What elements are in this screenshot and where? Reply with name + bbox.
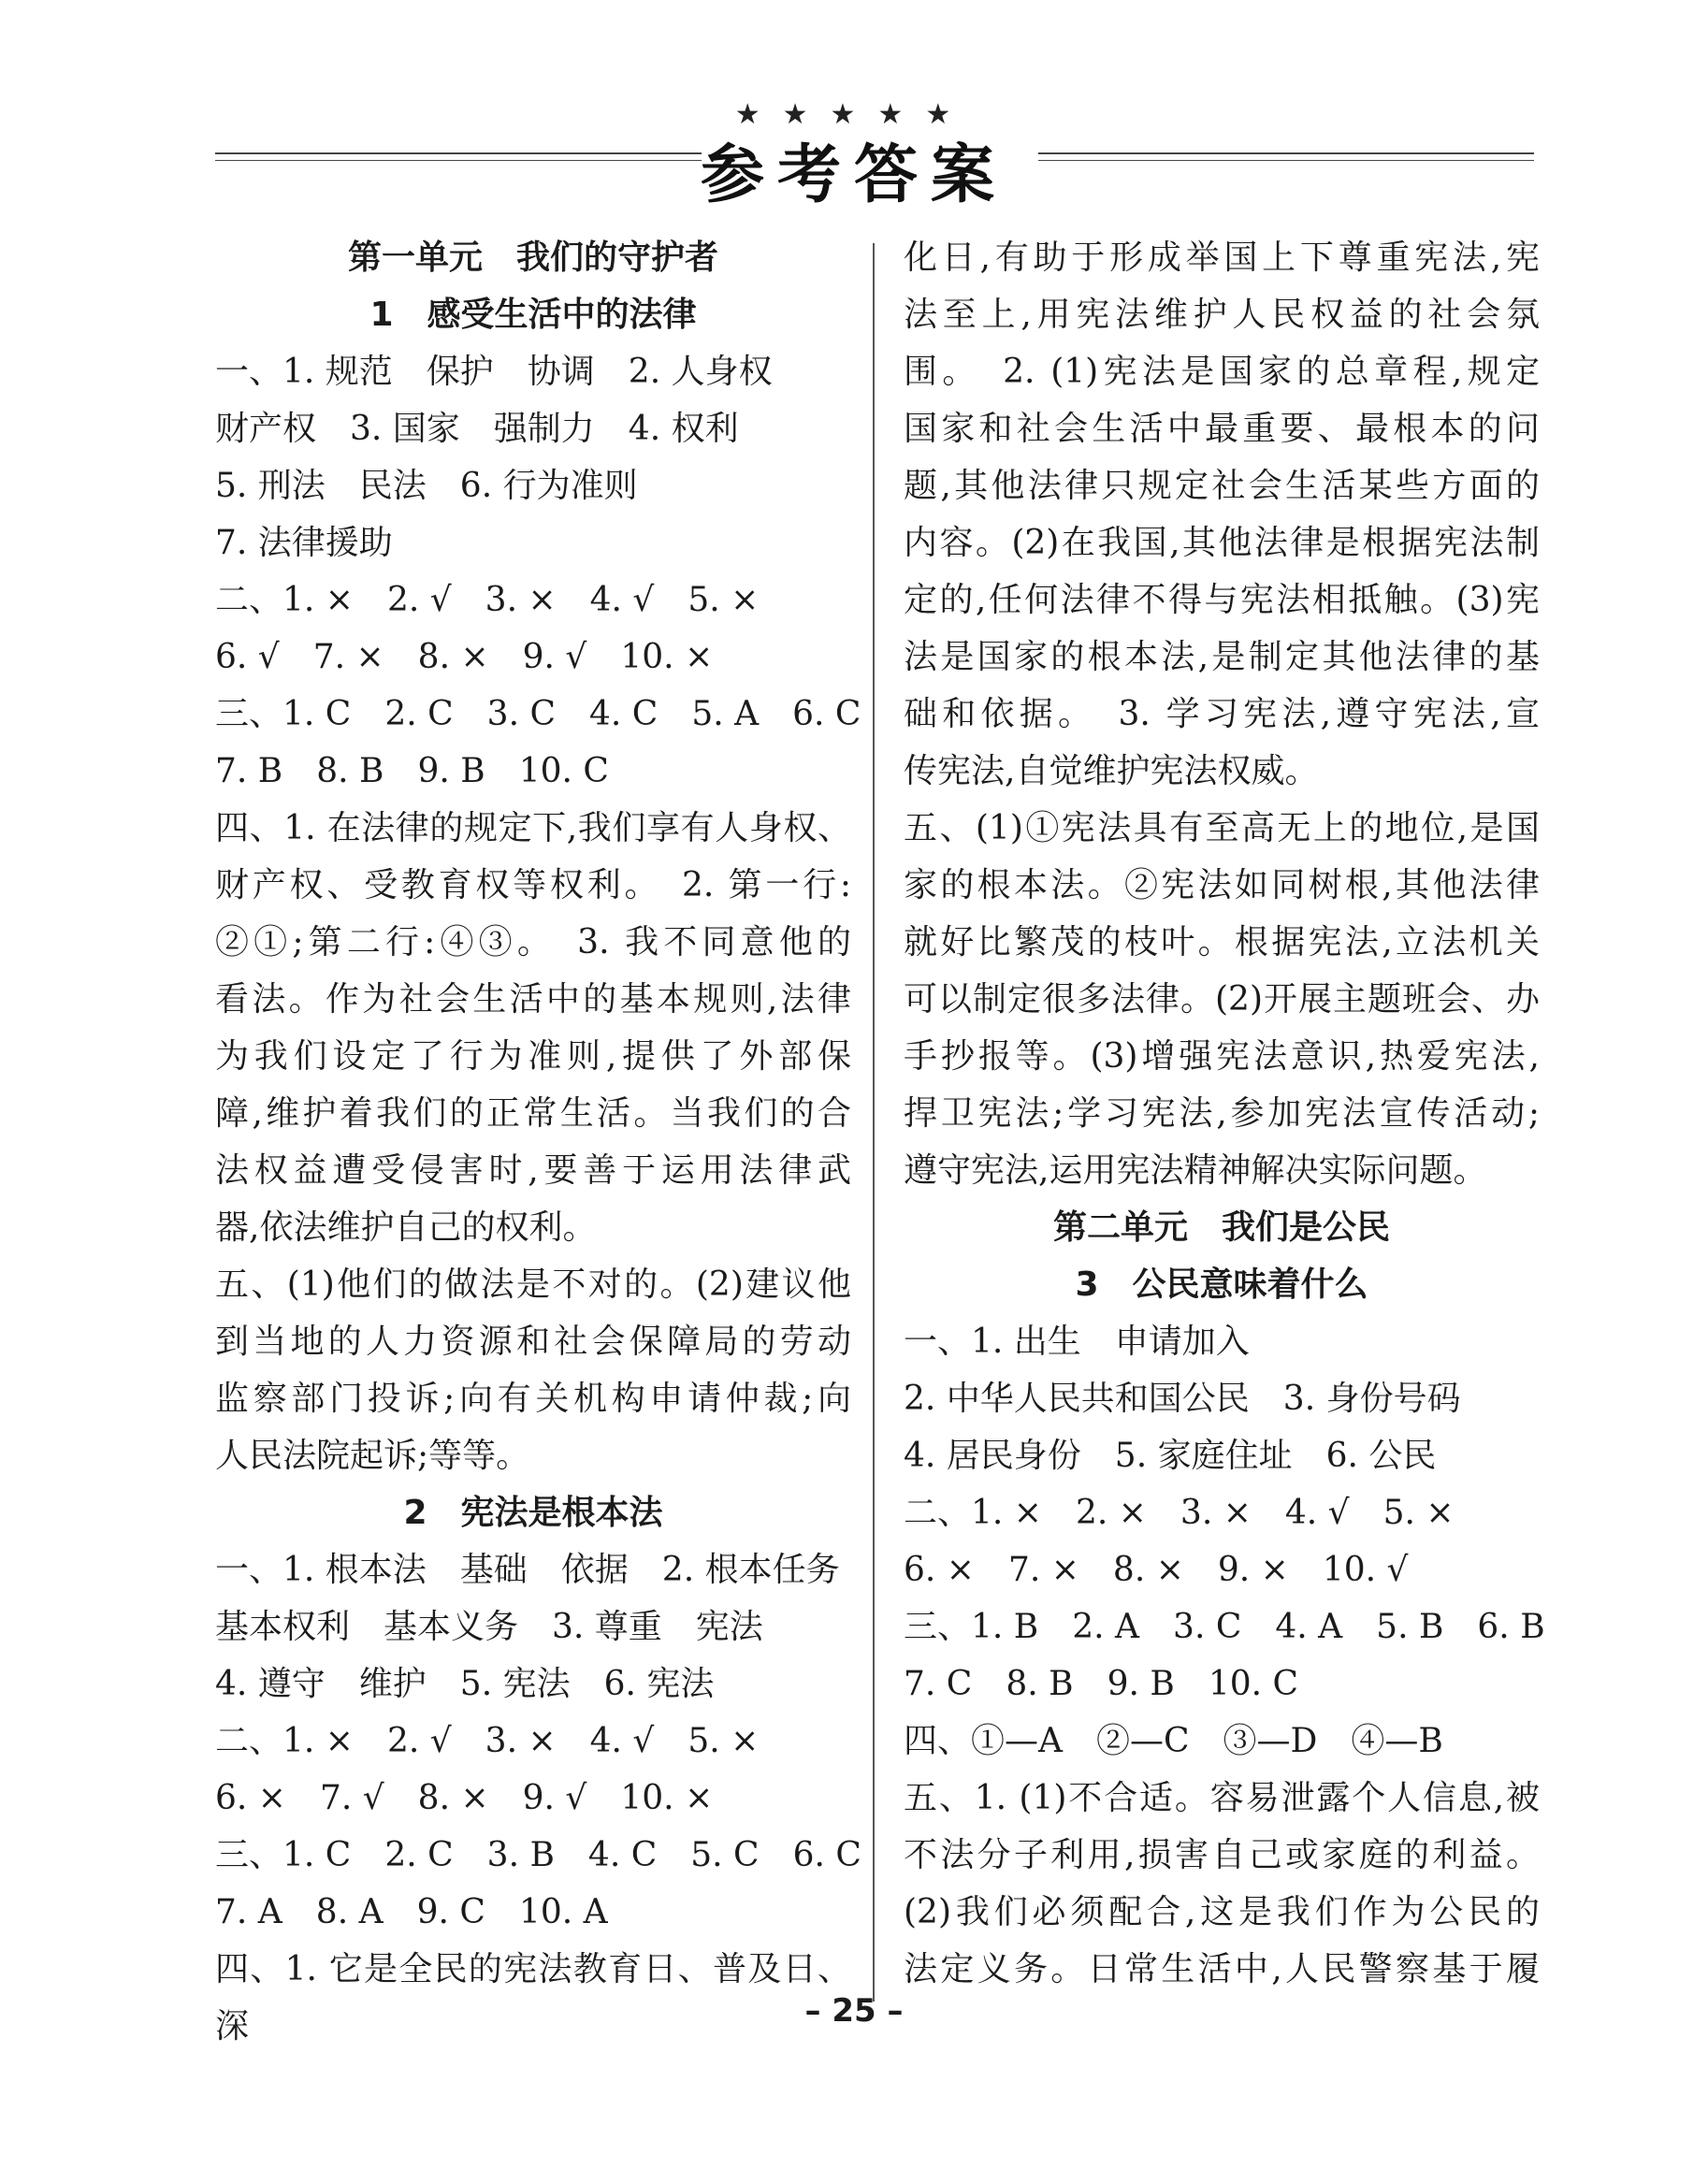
section-heading: 1 感受生活中的法律 [369, 296, 697, 334]
answer-column-right [904, 229, 1545, 1998]
page-title: 参考答案 [700, 138, 1007, 212]
answer-line: 二、1. × 2. √ 3. × 4. √ 5. × [215, 1722, 760, 1760]
star-row-icon: ★★★★★ [734, 98, 974, 131]
page-number: – 25 – [804, 1992, 904, 2030]
answer-line: 6. × 7. × 8. × 9. × 10. √ [904, 1551, 1409, 1589]
answer-line: 国家和社会生活中最重要、最根本的问 [904, 410, 1540, 448]
answer-line: 监察部门投诉;向有关机构申请仲裁;向 [215, 1380, 851, 1418]
answer-line: 一、1. 规范 保护 协调 2. 人身权 [215, 353, 773, 391]
answer-line: 题,其他法律只规定社会生活某些方面的 [904, 467, 1540, 505]
answer-line: 6. × 7. √ 8. × 9. √ 10. × [215, 1779, 714, 1817]
section-heading: 第二单元 我们是公民 [1052, 1208, 1390, 1247]
answer-line: 五、(1)①宪法具有至高无上的地位,是国 [904, 809, 1540, 847]
page-header [0, 89, 1708, 212]
answer-line: 三、1. B 2. A 3. C 4. A 5. B 6. B [904, 1608, 1545, 1646]
answer-line: 7. B 8. B 9. B 10. C [215, 752, 609, 790]
answer-line: 2. 中华人民共和国公民 3. 身份号码 [904, 1380, 1461, 1418]
answer-line: 三、1. C 2. C 3. B 4. C 5. C 6. C [215, 1836, 861, 1874]
answer-line: 器,依法维护自己的权利。 [215, 1208, 597, 1247]
answer-line: 不法分子利用,损害自己或家庭的利益。 [904, 1836, 1540, 1874]
answer-line: 7. C 8. B 9. B 10. C [904, 1665, 1299, 1703]
answer-line: 四、1. 在法律的规定下,我们享有人身权、 [215, 809, 851, 847]
answer-line: 五、1. (1)不合适。容易泄露个人信息,被 [904, 1779, 1540, 1817]
answer-line: ②①;第二行:④③。 3. 我不同意他的 [215, 923, 851, 961]
answer-line: 4. 遵守 维护 5. 宪法 6. 宪法 [215, 1665, 715, 1703]
answer-line: 四、1. 它是全民的宪法教育日、普及日、深 [215, 1950, 851, 2046]
answer-line: 一、1. 根本法 基础 依据 2. 根本任务 [215, 1551, 840, 1589]
section-heading: 2 宪法是根本法 [403, 1494, 663, 1532]
answer-line: 6. √ 7. × 8. × 9. √ 10. × [215, 638, 714, 676]
answer-line: 三、1. C 2. C 3. C 4. C 5. A 6. C [215, 695, 861, 733]
answer-line: 看法。作为社会生活中的基本规则,法律 [215, 980, 851, 1019]
answer-line: 人民法院起诉;等等。 [215, 1437, 530, 1475]
answer-line: 可以制定很多法律。(2)开展主题班会、办 [904, 980, 1540, 1019]
answer-line: 法是国家的根本法,是制定其他法律的基 [904, 638, 1540, 676]
answer-line: 定的,任何法律不得与宪法相抵触。(3)宪 [904, 581, 1540, 619]
answer-line: 捍卫宪法;学习宪法,参加宪法宣传活动; [904, 1094, 1540, 1133]
section-heading: 3 公民意味着什么 [1075, 1265, 1368, 1304]
answer-line: 基本权利 基本义务 3. 尊重 宪法 [215, 1608, 763, 1646]
answer-line: 四、①—A ②—C ③—D ④—B [904, 1722, 1443, 1760]
answer-line: 手抄报等。(3)增强宪法意识,热爱宪法, [904, 1037, 1540, 1076]
answer-line: 二、1. × 2. × 3. × 4. √ 5. × [904, 1494, 1455, 1532]
answer-line: 为我们设定了行为准则,提供了外部保 [215, 1037, 851, 1076]
answer-line: 财产权、受教育权等权利。 2. 第一行: [215, 866, 851, 904]
title-rule-right-thin [1038, 160, 1534, 161]
answer-line: 7. A 8. A 9. C 10. A [215, 1893, 608, 1931]
answer-line: 7. 法律援助 [215, 524, 393, 562]
answer-line: 法至上,用宪法维护人民权益的社会氛 [904, 296, 1540, 334]
answer-line: 础和依据。 3. 学习宪法,遵守宪法,宣 [904, 695, 1540, 733]
answer-line: 到当地的人力资源和社会保障局的劳动 [215, 1323, 851, 1361]
title-rule-right [1038, 152, 1534, 154]
answer-line: 家的根本法。②宪法如同树根,其他法律 [904, 866, 1540, 904]
answer-line: 5. 刑法 民法 6. 行为准则 [215, 467, 638, 505]
column-divider [873, 243, 875, 2002]
answer-line: (2)我们必须配合,这是我们作为公民的 [904, 1893, 1540, 1931]
answer-line: 内容。(2)在我国,其他法律是根据宪法制 [904, 524, 1540, 562]
answer-line: 围。 2. (1)宪法是国家的总章程,规定 [904, 353, 1540, 391]
answer-line: 财产权 3. 国家 强制力 4. 权利 [215, 410, 739, 448]
answer-line: 二、1. × 2. √ 3. × 4. √ 5. × [215, 581, 760, 619]
answer-line: 法定义务。日常生活中,人民警察基于履 [904, 1950, 1540, 1988]
answer-line: 五、(1)他们的做法是不对的。(2)建议他 [215, 1265, 851, 1304]
answer-line: 4. 居民身份 5. 家庭住址 6. 公民 [904, 1437, 1437, 1475]
answer-line: 传宪法,自觉维护宪法权威。 [904, 752, 1319, 790]
answer-line: 障,维护着我们的正常生活。当我们的合 [215, 1094, 851, 1133]
answer-line: 就好比繁茂的枝叶。根据宪法,立法机关 [904, 923, 1540, 961]
answer-line: 遵守宪法,运用宪法精神解决实际问题。 [904, 1151, 1487, 1190]
answer-line: 化日,有助于形成举国上下尊重宪法,宪 [904, 239, 1540, 277]
answer-line: 法权益遭受侵害时,要善于运用法律武 [215, 1151, 851, 1190]
section-heading: 第一单元 我们的守护者 [347, 239, 718, 277]
answer-line: 一、1. 出生 申请加入 [904, 1323, 1250, 1361]
